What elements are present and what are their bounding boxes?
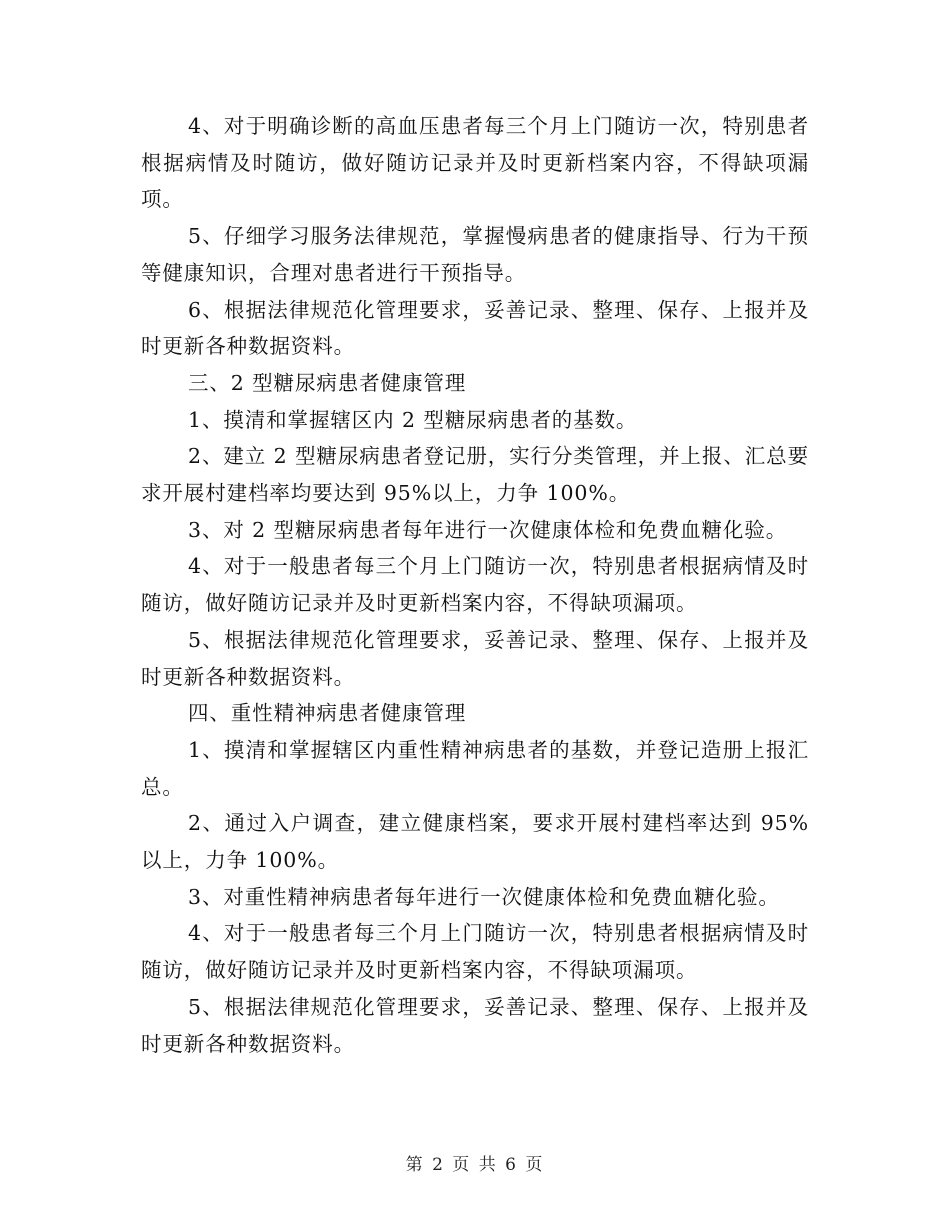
paragraph-diabetes-register: 2、建立 2 型糖尿病患者登记册，实行分类管理，并上报、汇总要求开展村建档率均要达到 95%以上，力争 100%。: [141, 444, 809, 506]
paragraph-diabetes-baseline: 1、摸清和掌握辖区内 2 型糖尿病患者的基数。: [188, 407, 638, 432]
paragraph-mental-followup: 4、对于一般患者每三个月上门随访一次，特别患者根据病情及时随访，做好随访记录并及时更新档案内容，不得缺项漏项。: [141, 921, 809, 983]
paragraph-hypertension-records: 6、根据法律规范化管理要求，妥善记录、整理、保存、上报并及时更新各种数据资料。: [141, 297, 809, 359]
paragraph-diabetes-followup: 4、对于一般患者每三个月上门随访一次，特别患者根据病情及时随访，做好随访记录并及时更新档案内容，不得缺项漏项。: [141, 554, 809, 616]
paragraph-diabetes-checkup: 3、对 2 型糖尿病患者每年进行一次健康体检和免费血糖化验。: [188, 517, 788, 542]
paragraph-diabetes-records: 5、根据法律规范化管理要求，妥善记录、整理、保存、上报并及时更新各种数据资料。: [141, 627, 809, 689]
paragraph-hypertension-study: 5、仔细学习服务法律规范，掌握慢病患者的健康指导、行为干预等健康知识，合理对患者进行干预指导。: [141, 224, 809, 285]
paragraph-mental-checkup: 3、对重性精神病患者每年进行一次健康体检和免费血糖化验。: [188, 884, 780, 909]
paragraph-mental-baseline: 1、摸清和掌握辖区内重性精神病患者的基数，并登记造册上报汇总。: [141, 737, 809, 799]
paragraph-mental-archive: 2、通过入户调查，建立健康档案，要求开展村建档率达到 95%以上，力争 100%。: [141, 811, 809, 873]
paragraph-mental-records: 5、根据法律规范化管理要求，妥善记录、整理、保存、上报并及时更新各种数据资料。: [141, 994, 809, 1056]
section-heading-mental-illness: 四、重性精神病患者健康管理: [188, 701, 467, 726]
document-body: [141, 108, 809, 1062]
paragraph-hypertension-followup: 4、对于明确诊断的高血压患者每三个月上门随访一次，特别患者根据病情及时随访，做好随访记录并及时更新档案内容，不得缺项漏项。: [141, 114, 809, 212]
page-number-footer: 第 2 页 共 6 页: [405, 1155, 545, 1175]
section-heading-diabetes: 三、2 型糖尿病患者健康管理: [188, 370, 467, 395]
